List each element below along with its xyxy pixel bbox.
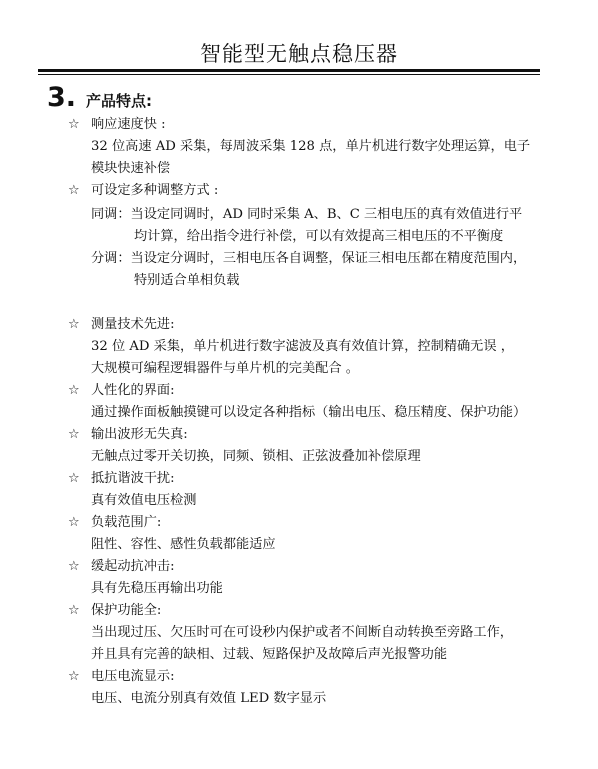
star-outline-icon: ☆ [68,515,80,530]
feature-text: 电压、电流分别真有效值 LED 数字显示 [91,691,327,706]
star-outline-icon: ☆ [68,603,80,618]
feature-text: 32 位高速 AD 采集，每周波采集 128 点，单片机进行数字处理运算，电子 [91,139,531,154]
star-outline-icon: ☆ [68,183,80,198]
feature-text: 分调：当设定分调时，三相电压各自调整，保证三相电压都在精度范围内， [91,251,527,266]
page-title: 智能型无触点稳压器 [200,42,398,66]
feature-text: 通过操作面板触摸键可以设定各种指标（输出电压、稳压精度、保护功能） [91,405,527,420]
feature-title: 响应速度快 : [91,117,166,132]
feature-title: 电压电流显示: [91,669,175,684]
feature-text: 32 位 AD 采集，单片机进行数字滤波及真有效值计算，控制精确无误 ， [91,339,514,354]
feature-title: 人性化的界面: [91,383,175,398]
star-outline-icon: ☆ [68,117,80,132]
star-outline-icon: ☆ [68,471,80,486]
feature-text: 当出现过压、欠压时可在可设秒内保护或者不间断自动转换至旁路工作， [91,625,513,640]
feature-title: 输出波形无失真: [91,427,188,442]
feature-title: 缓起动抗冲击: [91,559,175,574]
feature-text: 无触点过零开关切换，同频、锁相、正弦波叠加补偿原理 [91,449,421,464]
title-rule-thick [38,69,540,72]
feature-title: 抵抗谐波干扰: [91,471,175,486]
feature-title: 负载范围广: [91,515,162,530]
feature-title: 测量技术先进: [91,317,175,332]
feature-title: 保护功能全: [91,603,162,618]
feature-text: 阻性、容性、感性负载都能适应 [91,537,276,552]
feature-text: 并且具有完善的缺相、过载、短路保护及故障后声光报警功能 [91,647,448,662]
feature-text: 特别适合单相负载 [134,273,240,288]
star-outline-icon: ☆ [68,669,80,684]
star-outline-icon: ☆ [68,317,80,332]
section-title: 产品特点: [86,92,153,110]
feature-text: 具有先稳压再输出功能 [91,581,223,596]
feature-title: 可设定多种调整方式 : [91,183,219,198]
feature-text: 均计算，给出指令进行补偿，可以有效提高三相电压的不平衡度 [134,229,504,244]
feature-text: 模块快速补偿 [91,161,171,176]
section-number: 3. [47,82,77,113]
star-outline-icon: ☆ [68,559,80,574]
feature-text: 大规模可编程逻辑器件与单片机的完美配合 。 [91,361,359,376]
star-outline-icon: ☆ [68,383,80,398]
title-rule-thin [38,74,540,75]
section-heading [47,82,152,113]
feature-text: 真有效值电压检测 [91,493,197,508]
star-outline-icon: ☆ [68,427,80,442]
feature-text: 同调：当设定同调时，AD 同时采集 A、B、C 三相电压的真有效值进行平 [91,207,523,222]
